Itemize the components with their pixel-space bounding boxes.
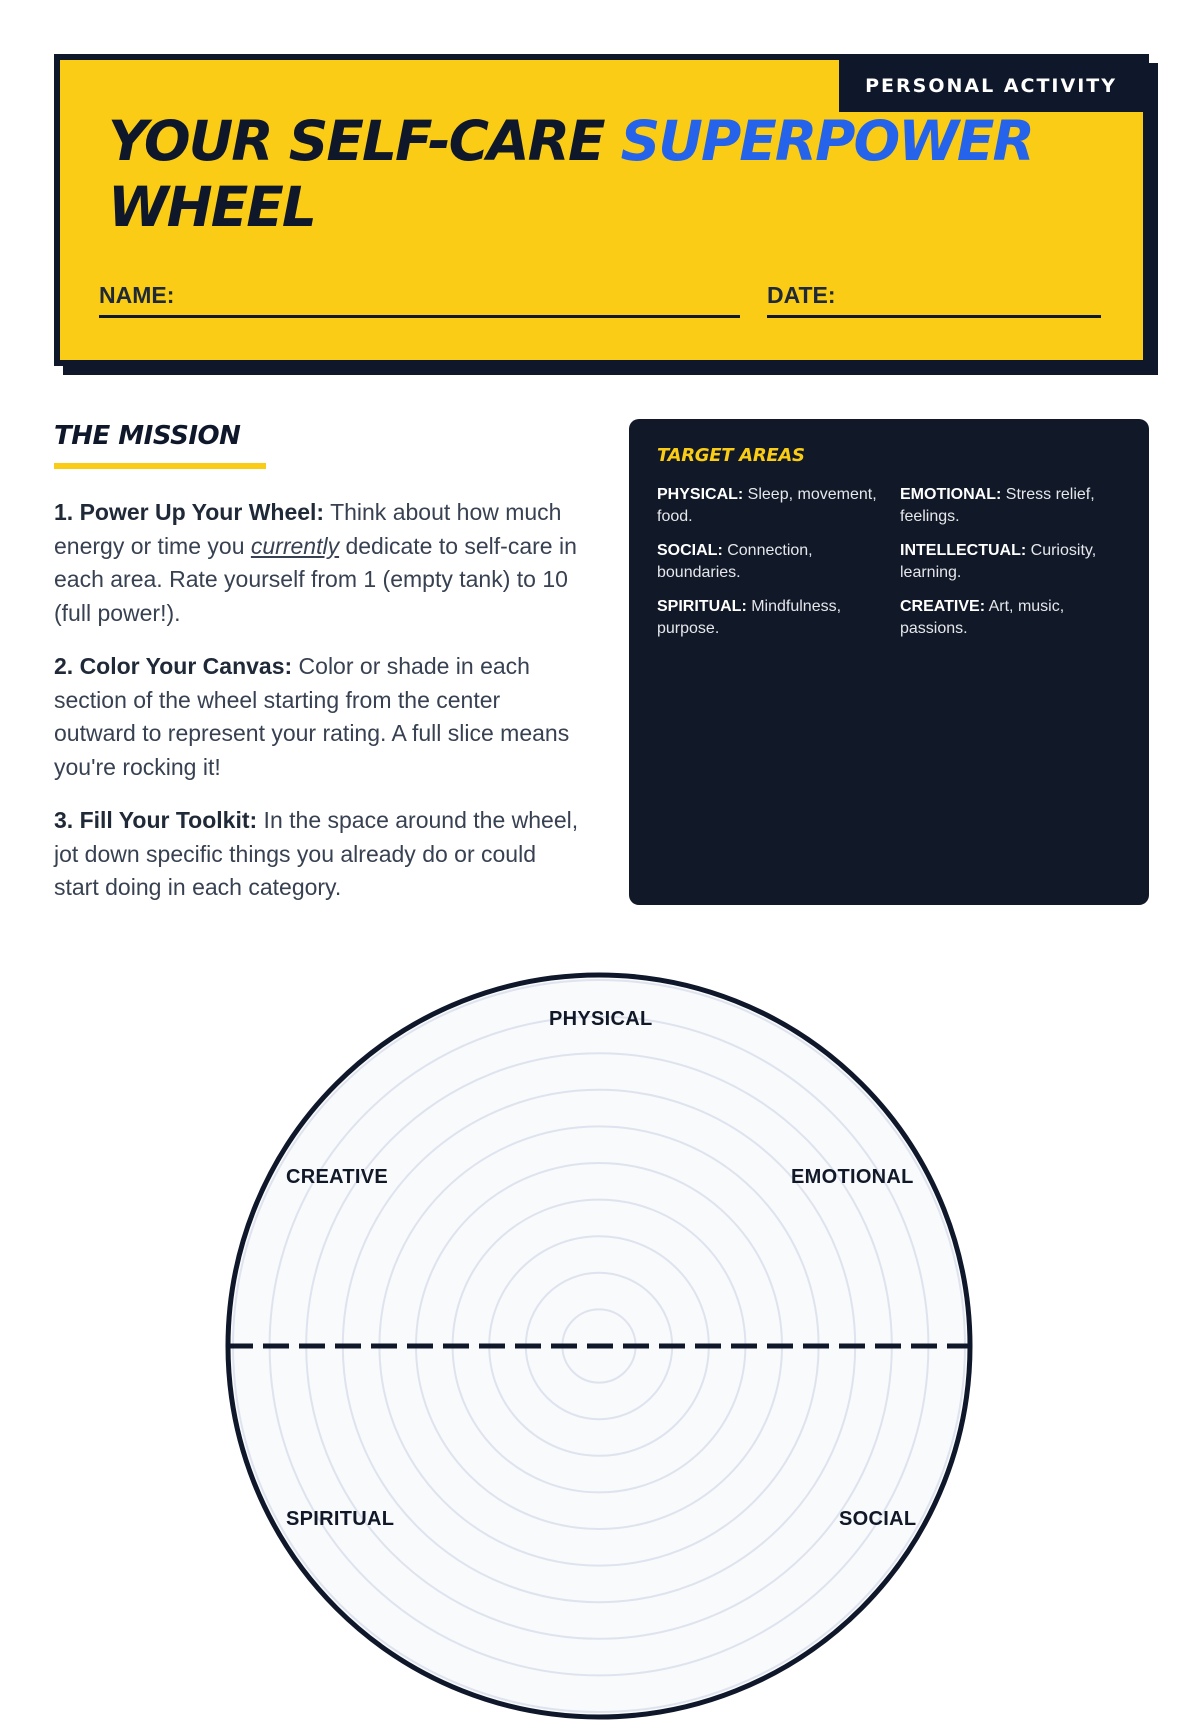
wheel-label-social: SOCIAL xyxy=(839,1508,917,1530)
target-desc: Stress relief, feelings. xyxy=(900,486,1095,525)
target-item-spiritual xyxy=(657,596,878,640)
step-1-emphasis: currently xyxy=(250,532,340,559)
target-item-social xyxy=(657,540,878,584)
target-name: SPIRITUAL: xyxy=(657,598,747,615)
page-title xyxy=(108,108,1128,240)
target-areas-panel xyxy=(629,419,1149,905)
step-1-text-before: Think about how much energy or time you xyxy=(54,499,562,559)
step-3 xyxy=(54,804,579,905)
step-3-text: In the space around the wheel, jot down specific things you already do or could start doing in each category. xyxy=(54,807,579,900)
target-desc: Sleep, movement, food. xyxy=(657,486,877,525)
target-item-emotional xyxy=(900,484,1121,528)
step-1-text-after: dedicate to self-care in each area. Rate yourself from 1 (empty tank) to 10 (full power!). xyxy=(54,532,577,626)
target-name: PHYSICAL: xyxy=(657,486,744,503)
target-desc: Mindfulness, purpose. xyxy=(657,598,842,637)
target-name: CREATIVE: xyxy=(900,598,986,615)
mission-underline xyxy=(54,463,266,469)
target-areas-title: TARGET AREAS xyxy=(657,445,805,466)
step-2-text: Color or shade in each section of the wheel starting from the center outward to represent your rating. A full slice means you're rocking it! xyxy=(54,653,570,780)
target-desc: Curiosity, learning. xyxy=(900,542,1097,581)
title-main: YOUR SELF-CARE xyxy=(108,109,621,173)
target-name: EMOTIONAL: xyxy=(900,486,1002,503)
date-label: DATE: xyxy=(767,282,836,308)
name-field[interactable] xyxy=(99,280,740,318)
mission-heading: THE MISSION xyxy=(54,421,241,451)
date-field[interactable] xyxy=(767,280,1101,318)
step-2 xyxy=(54,650,579,784)
step-2-title: 2. Color Your Canvas: xyxy=(54,653,293,679)
wheel-graphic[interactable] xyxy=(223,970,975,1722)
step-3-title: 3. Fill Your Toolkit: xyxy=(54,807,258,833)
activity-badge: PERSONAL ACTIVITY xyxy=(839,60,1143,112)
name-label: NAME: xyxy=(99,282,175,308)
wheel-label-creative: CREATIVE xyxy=(286,1166,389,1188)
self-care-wheel[interactable] xyxy=(223,970,975,1722)
wheel-label-physical: PHYSICAL xyxy=(549,1008,653,1030)
target-item-creative xyxy=(900,596,1121,640)
header-card xyxy=(54,54,1149,366)
step-1 xyxy=(54,496,579,630)
target-name: SOCIAL: xyxy=(657,542,723,559)
target-areas-list xyxy=(657,484,1121,640)
title-end: WHEEL xyxy=(108,175,315,239)
step-1-title: 1. Power Up Your Wheel: xyxy=(54,499,325,525)
target-item-physical xyxy=(657,484,878,528)
wheel-label-spiritual: SPIRITUAL xyxy=(286,1508,395,1530)
target-desc: Connection, boundaries. xyxy=(657,542,813,581)
wheel-label-emotional: EMOTIONAL xyxy=(791,1166,914,1188)
target-desc: Art, music, passions. xyxy=(900,598,1065,637)
target-item-intellectual xyxy=(900,540,1121,584)
target-name: INTELLECTUAL: xyxy=(900,542,1027,559)
title-accent: SUPERPOWER xyxy=(620,109,1033,173)
mission-steps xyxy=(54,496,579,925)
